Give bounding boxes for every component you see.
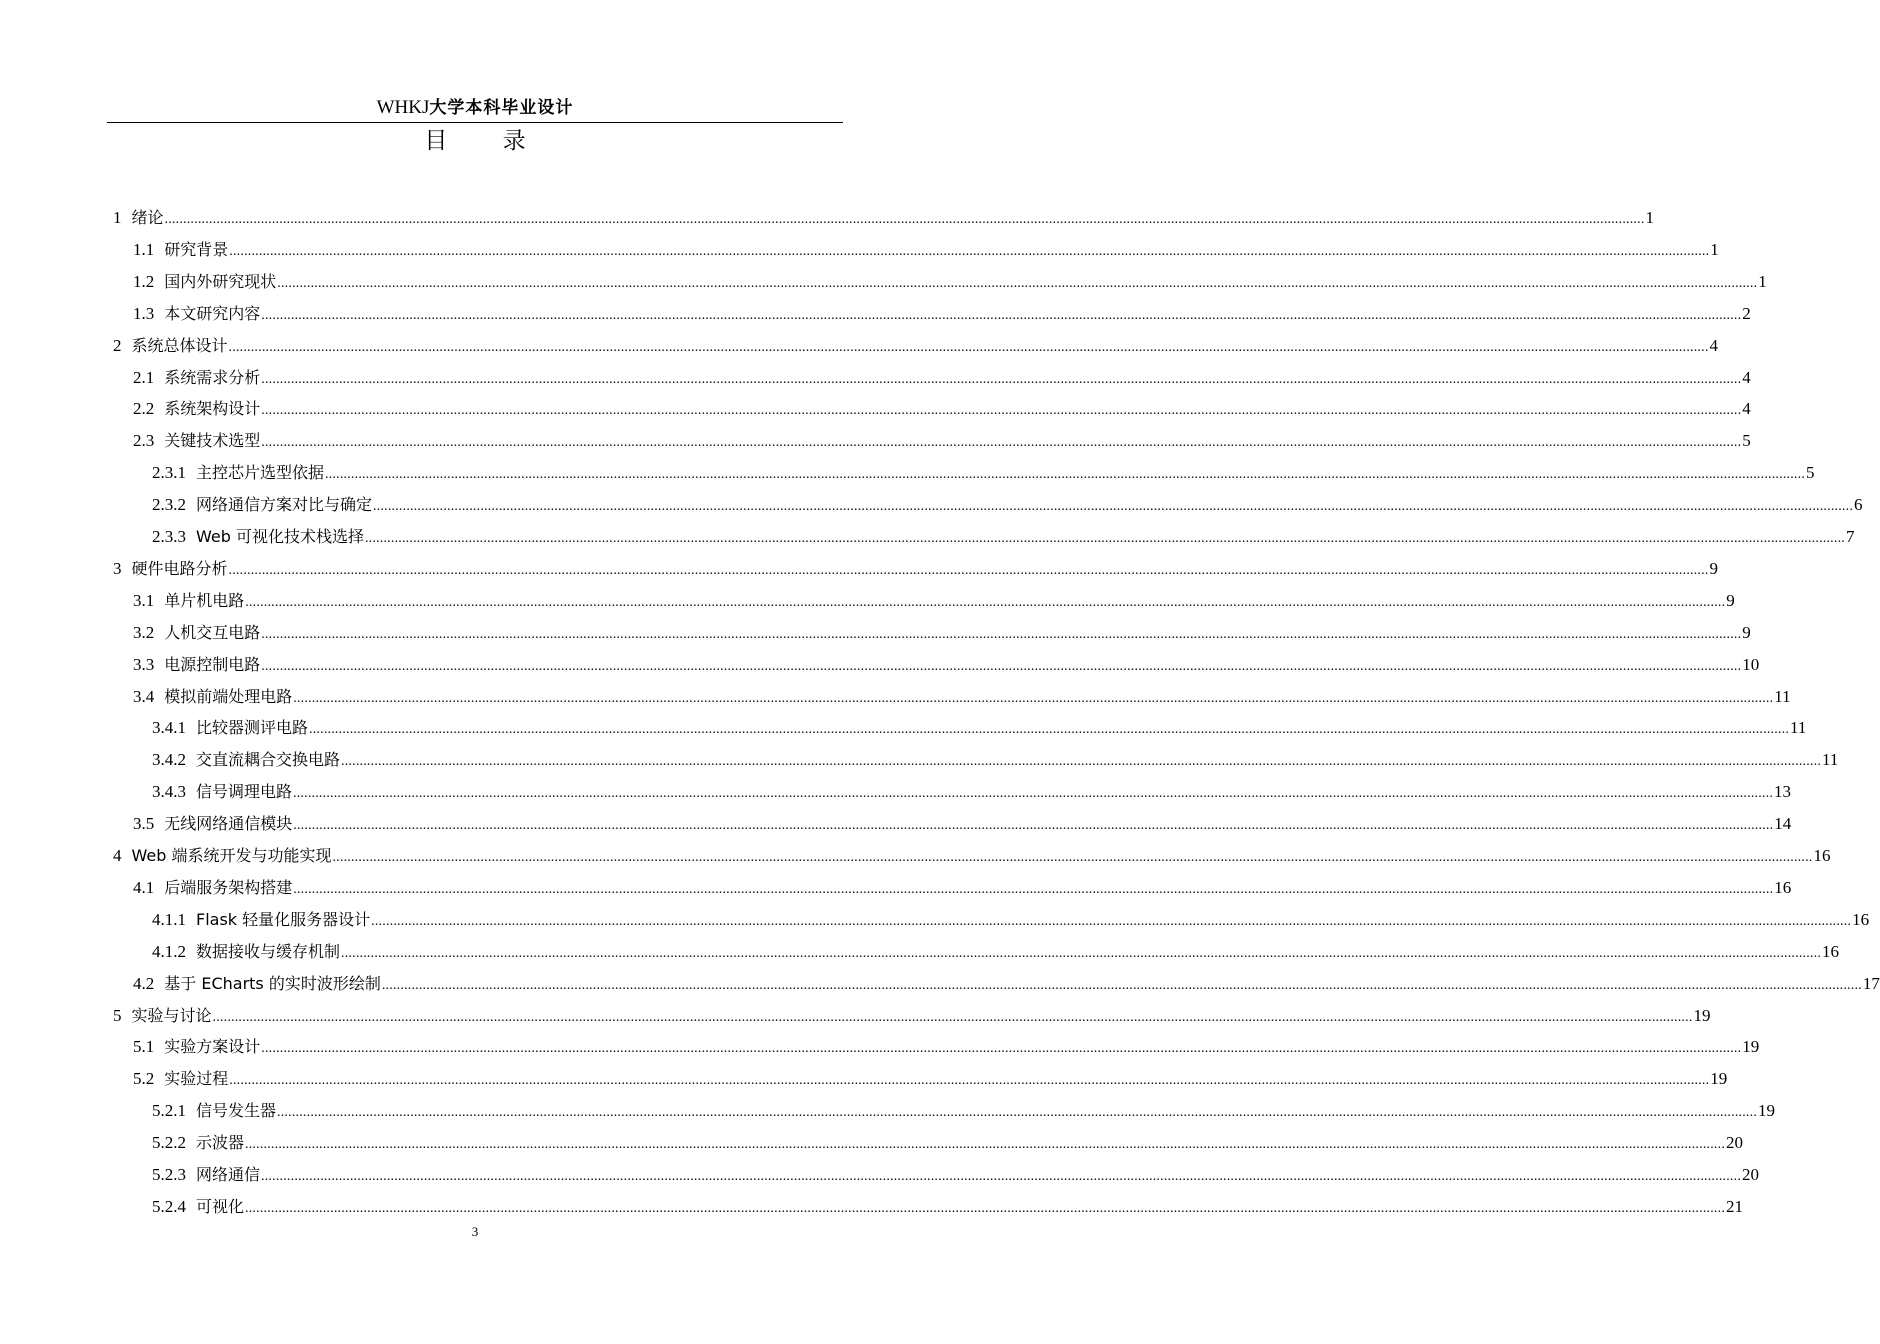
toc-dot-leader: ................................................................................................................................................................................................................................................................................................................................................................................................................	[229, 243, 1710, 259]
toc-dot-leader: ................................................................................................................................................................................................................................................................................................................................................................................................................	[261, 658, 1742, 674]
toc-entry-number: 2.3.2	[152, 495, 186, 515]
toc-entry[interactable]	[133, 302, 1751, 326]
toc-entry-title: Web 端系统开发与功能实现	[131, 846, 332, 865]
toc-entry[interactable]	[152, 940, 1840, 964]
toc-entry-title: Flask 轻量化服务器设计	[196, 909, 371, 929]
toc-entry-title: 可视化	[196, 1196, 245, 1216]
header-chinese: 大学本科毕业设计	[429, 98, 574, 118]
toc-entry-page: 16	[1774, 877, 1792, 897]
toc-dot-leader: ................................................................................................................................................................................................................................................................................................................................................................................................................	[364, 531, 1845, 546]
toc-entry[interactable]	[152, 525, 1855, 549]
toc-entry-title: 单片机电路	[164, 590, 245, 610]
toc-entry-page: 1	[1710, 239, 1719, 259]
toc-dot-leader: ................................................................................................................................................................................................................................................................................................................................................................................................................	[261, 626, 1742, 642]
toc-entry-page: 21	[1726, 1196, 1744, 1216]
toc-entry-number: 1.1	[133, 239, 155, 259]
toc-entry[interactable]	[152, 1099, 1776, 1123]
toc-dot-leader: ................................................................................................................................................................................................................................................................................................................................................................................................................	[373, 499, 1854, 515]
toc-entry-page: 6	[1854, 495, 1863, 515]
toc-entry-page: 1	[1645, 208, 1655, 227]
toc-entry-number: 2.3.1	[152, 463, 186, 483]
toc-entry[interactable]	[133, 397, 1751, 421]
toc-entry-number: 3.3	[133, 654, 155, 674]
toc-entry-page: 11	[1774, 686, 1791, 706]
toc-dot-leader: ................................................................................................................................................................................................................................................................................................................................................................................................................	[212, 1009, 1693, 1025]
toc-entry-number: 5.1	[133, 1037, 155, 1057]
toc-entry-page: 11	[1790, 718, 1807, 738]
toc-dot-leader: ................................................................................................................................................................................................................................................................................................................................................................................................................	[261, 435, 1742, 451]
page-number: 3	[471, 1224, 479, 1239]
toc-entry-title: 信号发生器	[196, 1101, 277, 1121]
toc-dot-leader: ................................................................................................................................................................................................................................................................................................................................................................................................................	[229, 1073, 1710, 1089]
toc-entry-title: 人机交互电路	[164, 622, 261, 642]
toc-entry-title: 数据接收与缓存机制	[196, 941, 341, 961]
toc-entry-number: 4	[113, 846, 122, 865]
toc-entry[interactable]	[152, 493, 1863, 517]
toc-entry-page: 7	[1845, 527, 1855, 546]
toc-entry-number: 2.3.3	[152, 527, 186, 546]
toc-entry-page: 13	[1774, 782, 1792, 802]
toc-entry-page: 19	[1758, 1101, 1776, 1121]
toc-dot-leader: ................................................................................................................................................................................................................................................................................................................................................................................................................	[332, 850, 1813, 865]
toc-entry[interactable]	[152, 1195, 1744, 1219]
toc-entry-title: 绪论	[131, 208, 164, 227]
toc-entry-number: 3.4.3	[152, 782, 186, 802]
toc-entry-page: 19	[1742, 1037, 1760, 1057]
toc-entry-number: 3	[113, 558, 122, 578]
toc-entry[interactable]	[113, 844, 1831, 868]
toc-entry-page: 5	[1806, 463, 1815, 483]
toc-entry-page: 4	[1742, 367, 1751, 387]
toc-entry-page: 5	[1742, 431, 1751, 451]
toc-entry[interactable]	[113, 206, 1655, 230]
toc-entry-title: 系统总体设计	[131, 335, 228, 355]
toc-entry-page: 14	[1774, 814, 1792, 834]
toc-entry-title: 关键技术选型	[164, 431, 261, 451]
toc-dot-leader: ................................................................................................................................................................................................................................................................................................................................................................................................................	[277, 275, 1758, 291]
toc-entry[interactable]	[133, 1035, 1760, 1059]
toc-dot-leader: ................................................................................................................................................................................................................................................................................................................................................................................................................	[309, 722, 1790, 738]
toc-entry-page: 20	[1742, 1165, 1760, 1184]
toc-entry[interactable]	[133, 876, 1792, 900]
toc-entry-number: 3.2	[133, 622, 155, 642]
toc-entry-number: 4.1.2	[152, 941, 186, 961]
toc-entry[interactable]	[133, 1067, 1728, 1091]
toc-entry[interactable]	[113, 1004, 1711, 1028]
toc-entry-number: 4.1.1	[152, 909, 186, 929]
toc-entry-title: 交直流耦合交换电路	[196, 750, 341, 770]
toc-entry-title: 硬件电路分析	[131, 558, 228, 578]
toc-dot-leader: ................................................................................................................................................................................................................................................................................................................................................................................................................	[164, 212, 1645, 227]
toc-entry-title: 信号调理电路	[196, 782, 293, 802]
toc-entry-title: Web 可视化技术栈选择	[196, 527, 364, 546]
toc-entry-number: 5.2.3	[152, 1165, 186, 1184]
toc-entry-number: 2	[113, 335, 122, 355]
toc-entry-number: 4.2	[133, 973, 155, 993]
toc-entry-page: 19	[1710, 1069, 1728, 1089]
toc-entry-number: 5	[113, 1005, 122, 1025]
header-rule	[107, 122, 843, 123]
toc-entry-number: 3.4	[133, 686, 155, 706]
toc-entry-title: 比较器测评电路	[196, 718, 309, 738]
toc-entry-title: 国内外研究现状	[164, 271, 277, 291]
toc-dot-leader: ................................................................................................................................................................................................................................................................................................................................................................................................................	[261, 403, 1742, 419]
toc-entry-page: 10	[1742, 654, 1760, 674]
toc-entry[interactable]	[152, 908, 1870, 932]
toc-entry-page: 20	[1726, 1133, 1744, 1153]
toc-entry-title: 研究背景	[164, 239, 229, 259]
toc-entry-page: 16	[1822, 941, 1840, 961]
toc-entry-title: 后端服务架构搭建	[164, 877, 293, 897]
toc-entry-title: 电源控制电路	[164, 654, 261, 674]
toc-entry-page: 1	[1758, 271, 1767, 291]
toc-title: 目 录	[424, 128, 550, 154]
toc-entry[interactable]	[133, 270, 1767, 294]
toc-entry-title: 实验方案设计	[164, 1037, 261, 1057]
toc-entry-number: 1.2	[133, 271, 155, 291]
toc-entry-page: 9	[1709, 558, 1719, 578]
toc-entry-page: 9	[1742, 622, 1751, 642]
toc-entry[interactable]	[152, 748, 1839, 772]
toc-entry[interactable]	[133, 366, 1751, 390]
toc-entry[interactable]	[133, 621, 1751, 645]
toc-entry-number: 5.2.2	[152, 1133, 186, 1153]
toc-dot-leader: ................................................................................................................................................................................................................................................................................................................................................................................................................	[293, 881, 1774, 897]
toc-dot-leader: ................................................................................................................................................................................................................................................................................................................................................................................................................	[245, 1200, 1726, 1216]
toc-entry-title: 系统需求分析	[164, 367, 261, 387]
toc-entry-page: 17	[1862, 973, 1880, 993]
toc-dot-leader: ................................................................................................................................................................................................................................................................................................................................................................................................................	[381, 977, 1862, 993]
toc-dot-leader: ................................................................................................................................................................................................................................................................................................................................................................................................................	[261, 1041, 1742, 1057]
toc-dot-leader: ................................................................................................................................................................................................................................................................................................................................................................................................................	[341, 754, 1822, 770]
toc-dot-leader: ................................................................................................................................................................................................................................................................................................................................................................................................................	[261, 307, 1742, 323]
toc-entry-number: 3.5	[133, 814, 155, 834]
toc-dot-leader: ................................................................................................................................................................................................................................................................................................................................................................................................................	[228, 562, 1709, 578]
toc-entry[interactable]	[152, 780, 1792, 804]
toc-entry-title: 模拟前端处理电路	[164, 686, 293, 706]
toc-entry-page: 4	[1709, 335, 1719, 355]
toc-entry-number: 5.2.4	[152, 1196, 186, 1216]
toc-dot-leader: ................................................................................................................................................................................................................................................................................................................................................................................................................	[325, 467, 1806, 483]
toc-dot-leader: ................................................................................................................................................................................................................................................................................................................................................................................................................	[341, 945, 1822, 961]
toc-entry[interactable]	[152, 716, 1807, 740]
toc-entry[interactable]	[133, 238, 1719, 262]
toc-dot-leader: ................................................................................................................................................................................................................................................................................................................................................................................................................	[228, 339, 1709, 355]
toc-entry-page: 19	[1693, 1005, 1711, 1025]
toc-entry-number: 2.2	[133, 399, 155, 419]
toc-entry-number: 4.1	[133, 877, 155, 897]
toc-entry-number: 1	[113, 208, 122, 227]
toc-entry-title: 网络通信	[196, 1165, 261, 1184]
toc-entry-title: 实验过程	[164, 1069, 229, 1089]
header-latin: WHKJ	[376, 97, 430, 118]
toc-entry[interactable]	[133, 812, 1792, 836]
toc-entry-number: 1.3	[133, 303, 155, 323]
toc-entry-page: 2	[1742, 303, 1751, 323]
toc-entry-title: 主控芯片选型依据	[196, 463, 325, 483]
toc-entry-page: 4	[1742, 399, 1751, 419]
toc-entry-number: 3.1	[133, 590, 155, 610]
toc-dot-leader: ................................................................................................................................................................................................................................................................................................................................................................................................................	[277, 1105, 1758, 1121]
toc-entry-page: 16	[1813, 846, 1831, 865]
toc-entry[interactable]	[133, 589, 1735, 613]
toc-entry[interactable]	[133, 653, 1760, 677]
toc-entry-number: 5.2.1	[152, 1101, 186, 1121]
toc-dot-leader: ................................................................................................................................................................................................................................................................................................................................................................................................................	[293, 690, 1774, 706]
toc-entry[interactable]	[133, 972, 1880, 996]
toc-dot-leader: ................................................................................................................................................................................................................................................................................................................................................................................................................	[293, 786, 1774, 802]
toc-entry[interactable]	[152, 1131, 1744, 1155]
page-header	[107, 96, 843, 120]
toc-entry[interactable]	[113, 557, 1719, 581]
toc-entry-title: 系统架构设计	[164, 399, 261, 419]
toc-entry-number: 3.4.2	[152, 750, 186, 770]
toc-entry-title: 无线网络通信模块	[164, 814, 293, 834]
toc-entry-title: 网络通信方案对比与确定	[196, 495, 373, 515]
toc-dot-leader: ................................................................................................................................................................................................................................................................................................................................................................................................................	[245, 594, 1726, 610]
toc-entry-title: 实验与讨论	[131, 1005, 212, 1025]
toc-dot-leader: ................................................................................................................................................................................................................................................................................................................................................................................................................	[261, 1169, 1742, 1184]
toc-entry-number: 5.2	[133, 1069, 155, 1089]
toc-entry[interactable]	[152, 461, 1815, 485]
toc-entry-number: 2.1	[133, 367, 155, 387]
toc-entry-page: 9	[1726, 590, 1735, 610]
toc-dot-leader: ................................................................................................................................................................................................................................................................................................................................................................................................................	[371, 913, 1852, 929]
toc-dot-leader: ................................................................................................................................................................................................................................................................................................................................................................................................................	[245, 1137, 1726, 1153]
toc-entry-page: 16	[1852, 909, 1870, 929]
toc-entry[interactable]	[152, 1163, 1760, 1187]
toc-entry-title: 基于 ECharts 的实时波形绘制	[164, 973, 381, 993]
toc-entry-number: 2.3	[133, 431, 155, 451]
toc-entry-title: 本文研究内容	[164, 303, 261, 323]
toc-entry-title: 示波器	[196, 1133, 245, 1153]
toc-entry-page: 11	[1822, 750, 1839, 770]
toc-entry[interactable]	[133, 685, 1791, 709]
toc-dot-leader: ................................................................................................................................................................................................................................................................................................................................................................................................................	[261, 371, 1742, 387]
toc-entry[interactable]	[133, 429, 1751, 453]
toc-entry-number: 3.4.1	[152, 718, 186, 738]
toc-entry[interactable]	[113, 334, 1719, 358]
toc-dot-leader: ................................................................................................................................................................................................................................................................................................................................................................................................................	[293, 818, 1774, 834]
